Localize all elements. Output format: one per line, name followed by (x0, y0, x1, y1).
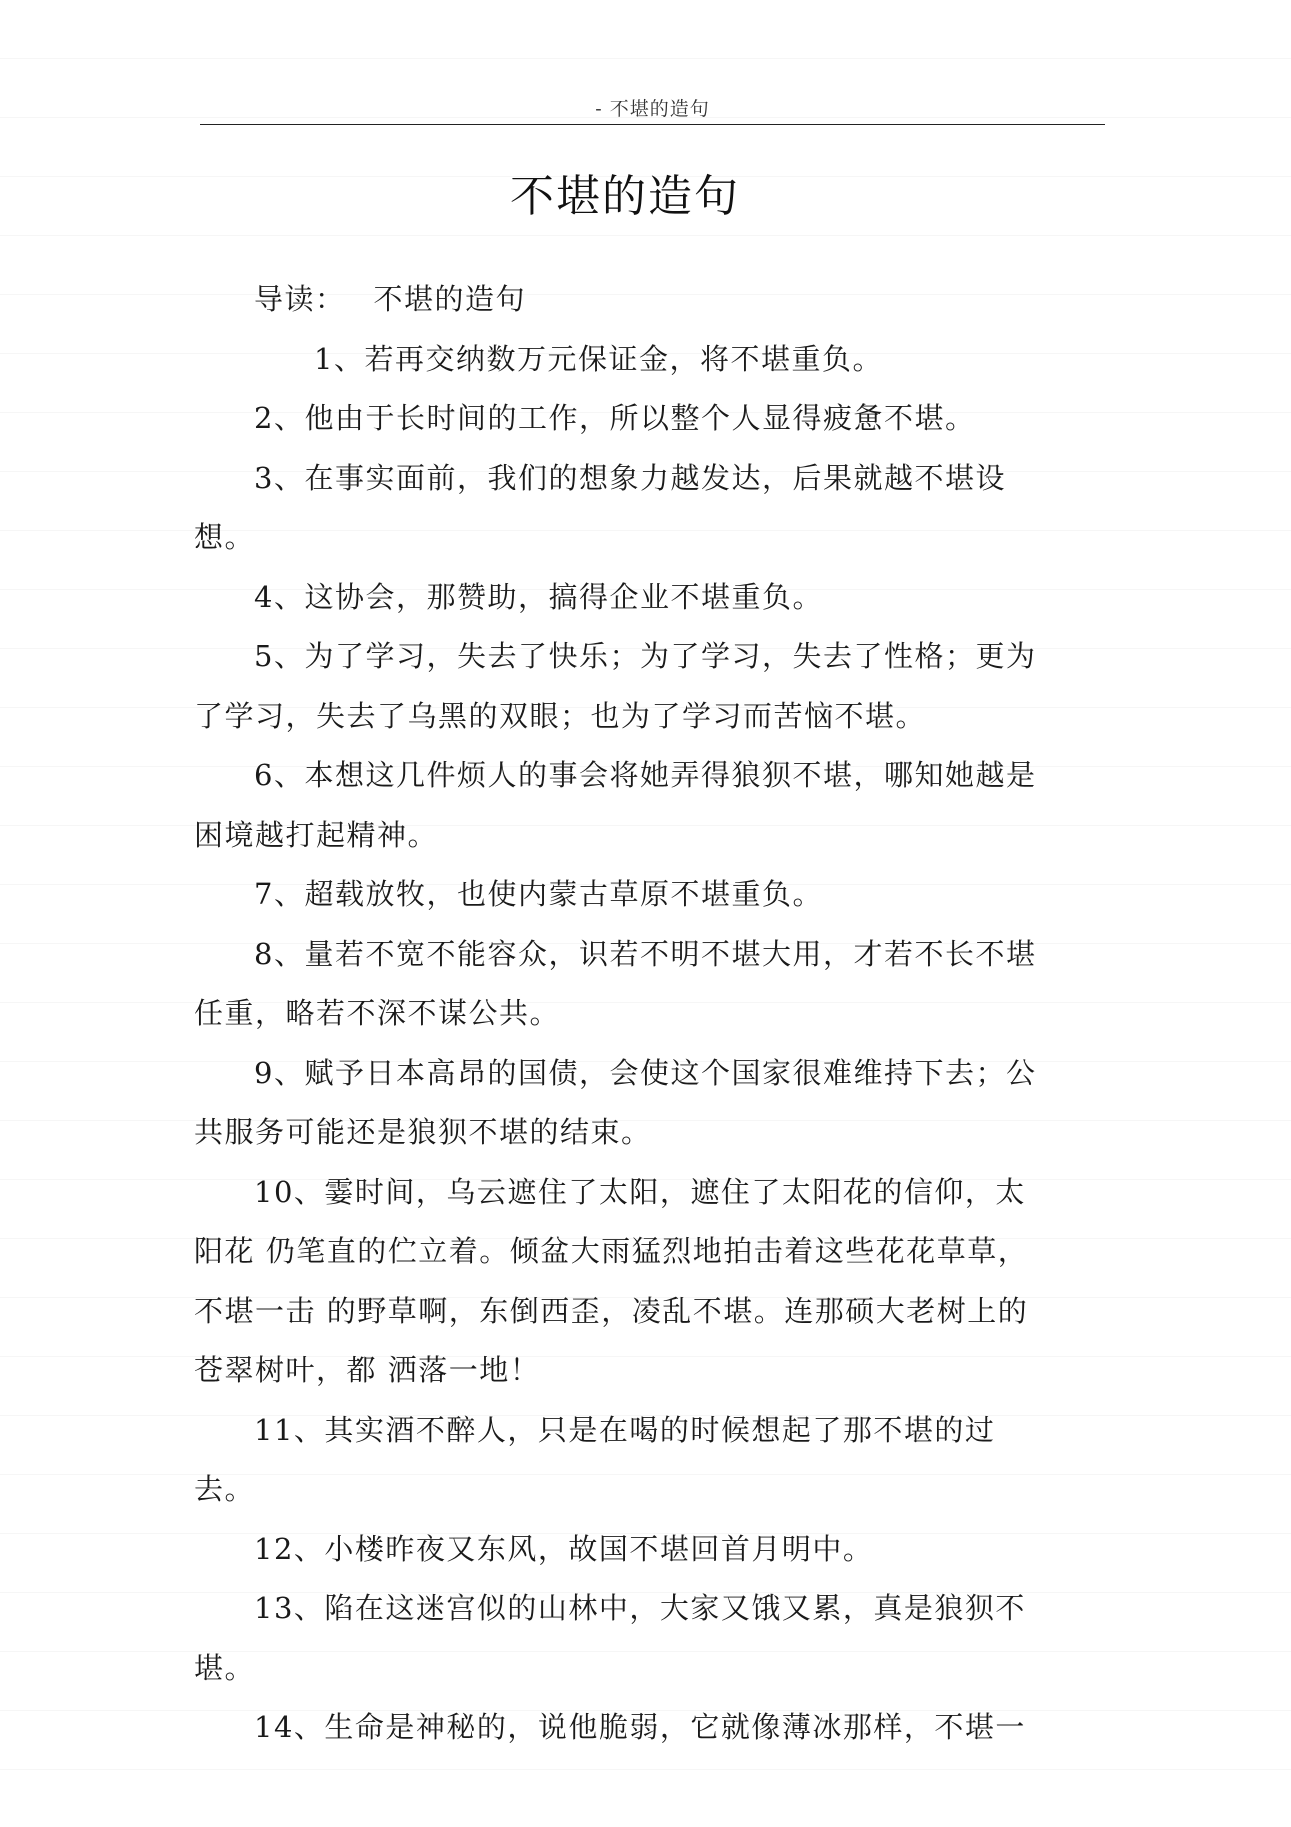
lead-value: 不堪的造句 (373, 282, 527, 316)
lead-label: 导读： (254, 282, 346, 316)
sentence-14: 14、生命是神秘的，说他脆弱，它就像薄冰那样，不堪一 (254, 1710, 1026, 1744)
sentence-11: 11、其实酒不醉人，只是在喝的时候想起了那不堪的过去。 (194, 1412, 996, 1506)
lead-line (194, 270, 1054, 330)
sentence-6: 6、本想这几件烦人的事会将她弄得狼狈不堪，哪知她越是困境越打起精神。 (194, 758, 1037, 852)
sentence-10: 10、霎时间，乌云遮住了太阳，遮住了太阳花的信仰，太阳花 仍笔直的伫立着。倾盆大雨猛烈地拍击着这些花花草草，不堪一击 的野草啊，东倒西歪，凌乱不堪。连那硕大老树上的苍翠树叶，都 洒落一地！ (194, 1174, 1029, 1387)
document-body (194, 270, 1054, 1758)
document-title: 不堪的造句 (510, 171, 740, 222)
sentence-7: 7、超载放牧，也使内蒙古草原不堪重负。 (254, 877, 823, 911)
sentence-5: 5、为了学习，失去了快乐；为了学习，失去了性格；更为了学习，失去了乌黑的双眼；也为了学习而苦恼不堪。 (194, 639, 1037, 733)
sentence-1: 1、若再交纳数万元保证金，将不堪重负。 (314, 341, 883, 376)
header-rule (200, 124, 1105, 125)
sentence-8: 8、量若不宽不能容众，识若不明不堪大用，才若不长不堪任重，略若不深不谋公共。 (194, 936, 1037, 1030)
running-header: - 不堪的造句 (595, 98, 710, 120)
sentence-4: 4、这协会，那赞助，搞得企业不堪重负。 (254, 579, 823, 614)
sentence-9: 9、赋予日本高昂的国债，会使这个国家很难维持下去；公共服务可能还是狼狈不堪的结束。 (194, 1055, 1037, 1149)
sentence-13: 13、陷在这迷宫似的山林中，大家又饿又累，真是狼狈不堪。 (194, 1591, 1026, 1685)
sentence-12: 12、小楼昨夜又东风，故国不堪回首月明中。 (254, 1531, 874, 1566)
sentence-3: 3、在事实面前，我们的想象力越发达，后果就越不堪设想。 (194, 460, 1006, 554)
sentence-2: 2、他由于长时间的工作，所以整个人显得疲惫不堪。 (254, 401, 976, 435)
